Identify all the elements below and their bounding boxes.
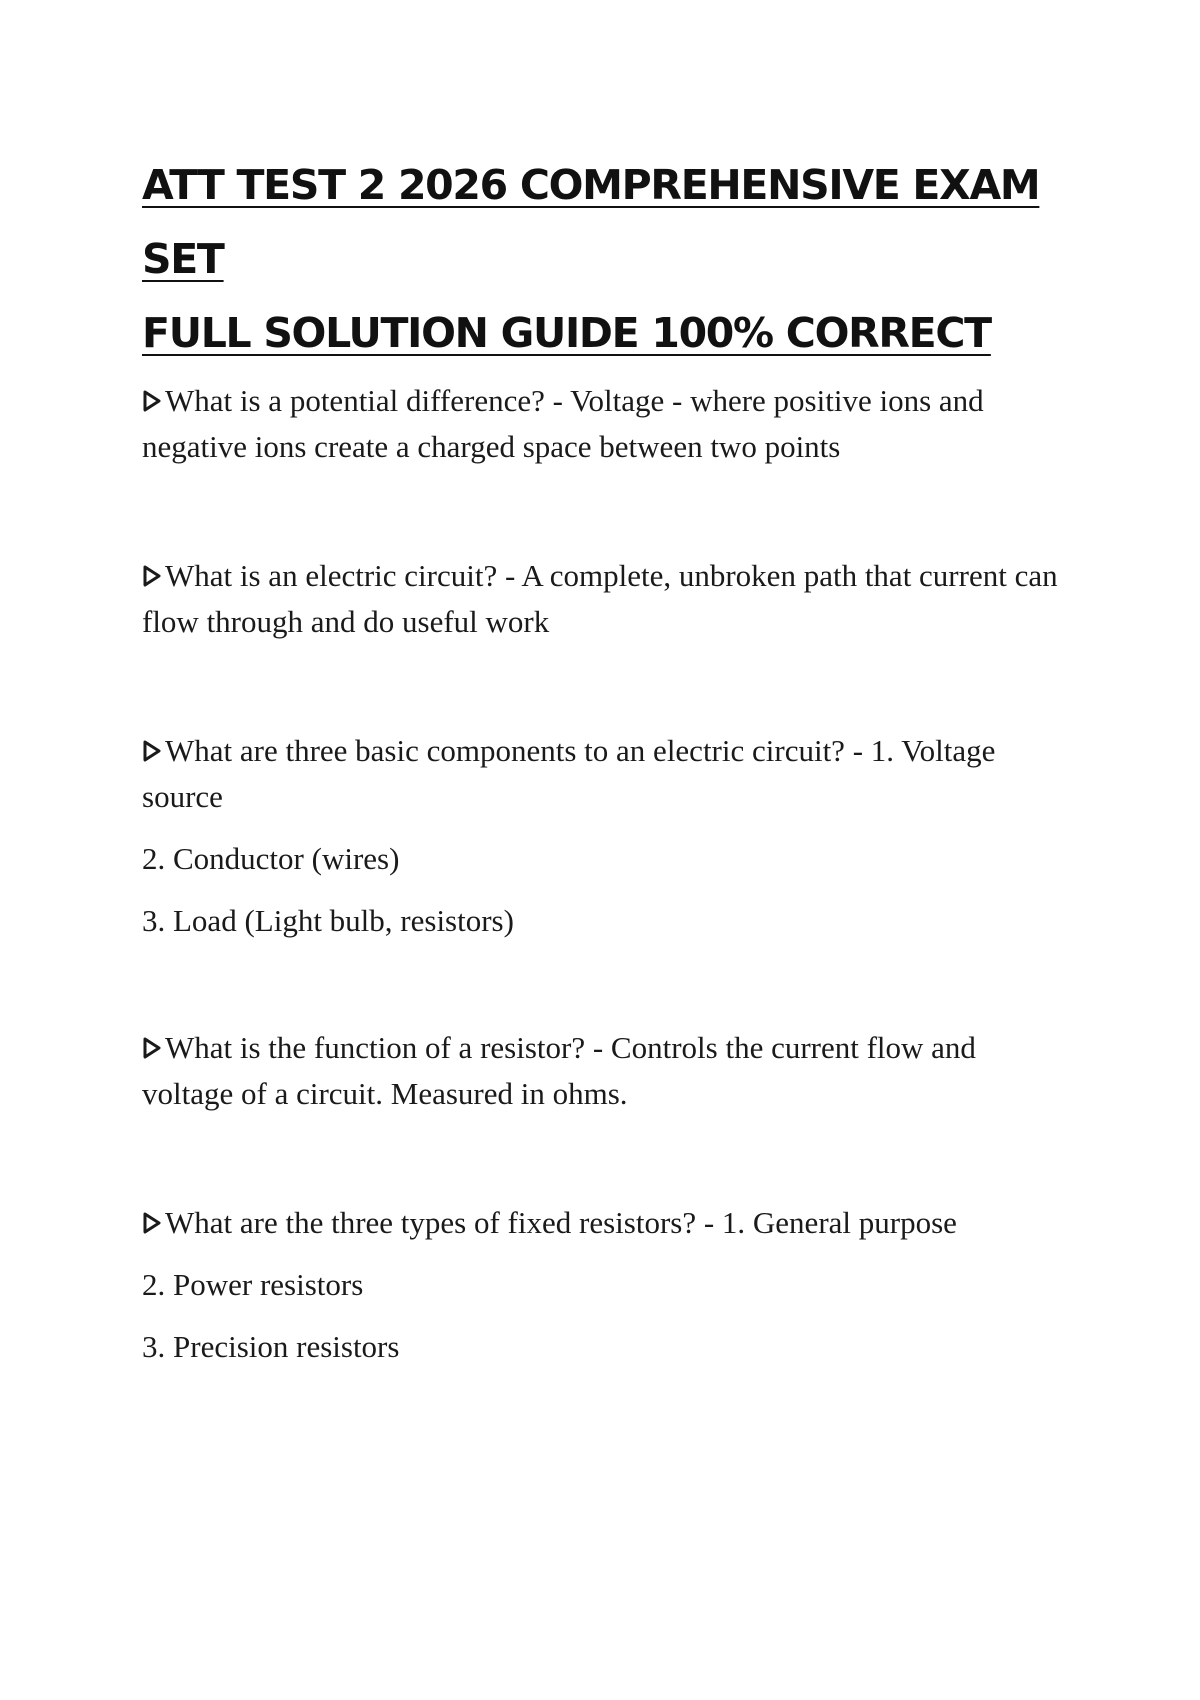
qa-item (142, 553, 1062, 645)
qa-text: What is the function of a resistor? - Controls the current flow and voltage of a circuit. Measured in ohms. (142, 1030, 976, 1111)
triangle-arrow-icon (142, 1211, 162, 1235)
title-line-1: ATT TEST 2 2026 COMPREHENSIVE EXAM SET (142, 161, 1040, 283)
qa-continuation-line: 2. Power resistors (142, 1267, 364, 1302)
triangle-arrow-icon (142, 1036, 162, 1060)
title-line-2: FULL SOLUTION GUIDE 100% CORRECT (142, 309, 991, 357)
qa-question-answer (142, 553, 1062, 645)
document-title (142, 148, 1062, 370)
qa-item (142, 728, 1062, 944)
qa-text: What are three basic components to an electric circuit? - 1. Voltage source (142, 733, 996, 814)
qa-question-answer (142, 728, 1062, 820)
qa-text: What is an electric circuit? - A complete, unbroken path that current can flow through and do useful work (142, 558, 1058, 639)
triangle-arrow-icon (142, 739, 162, 763)
triangle-arrow-icon (142, 389, 162, 413)
qa-item (142, 378, 1062, 470)
qa-item (142, 1200, 1062, 1370)
qa-question-answer (142, 1025, 1062, 1117)
qa-continuation-line: 3. Load (Light bulb, resistors) (142, 903, 514, 938)
qa-item (142, 1025, 1062, 1117)
triangle-arrow-icon (142, 564, 162, 588)
qa-question-answer (142, 1200, 1062, 1246)
qa-text: What are the three types of fixed resistors? - 1. General purpose (165, 1205, 957, 1240)
qa-question-answer (142, 378, 1062, 470)
qa-continuation-line: 2. Conductor (wires) (142, 841, 400, 876)
qa-text: What is a potential difference? - Voltage - where positive ions and negative ions create a charged space between two points (142, 383, 984, 464)
qa-continuation-line: 3. Precision resistors (142, 1329, 400, 1364)
